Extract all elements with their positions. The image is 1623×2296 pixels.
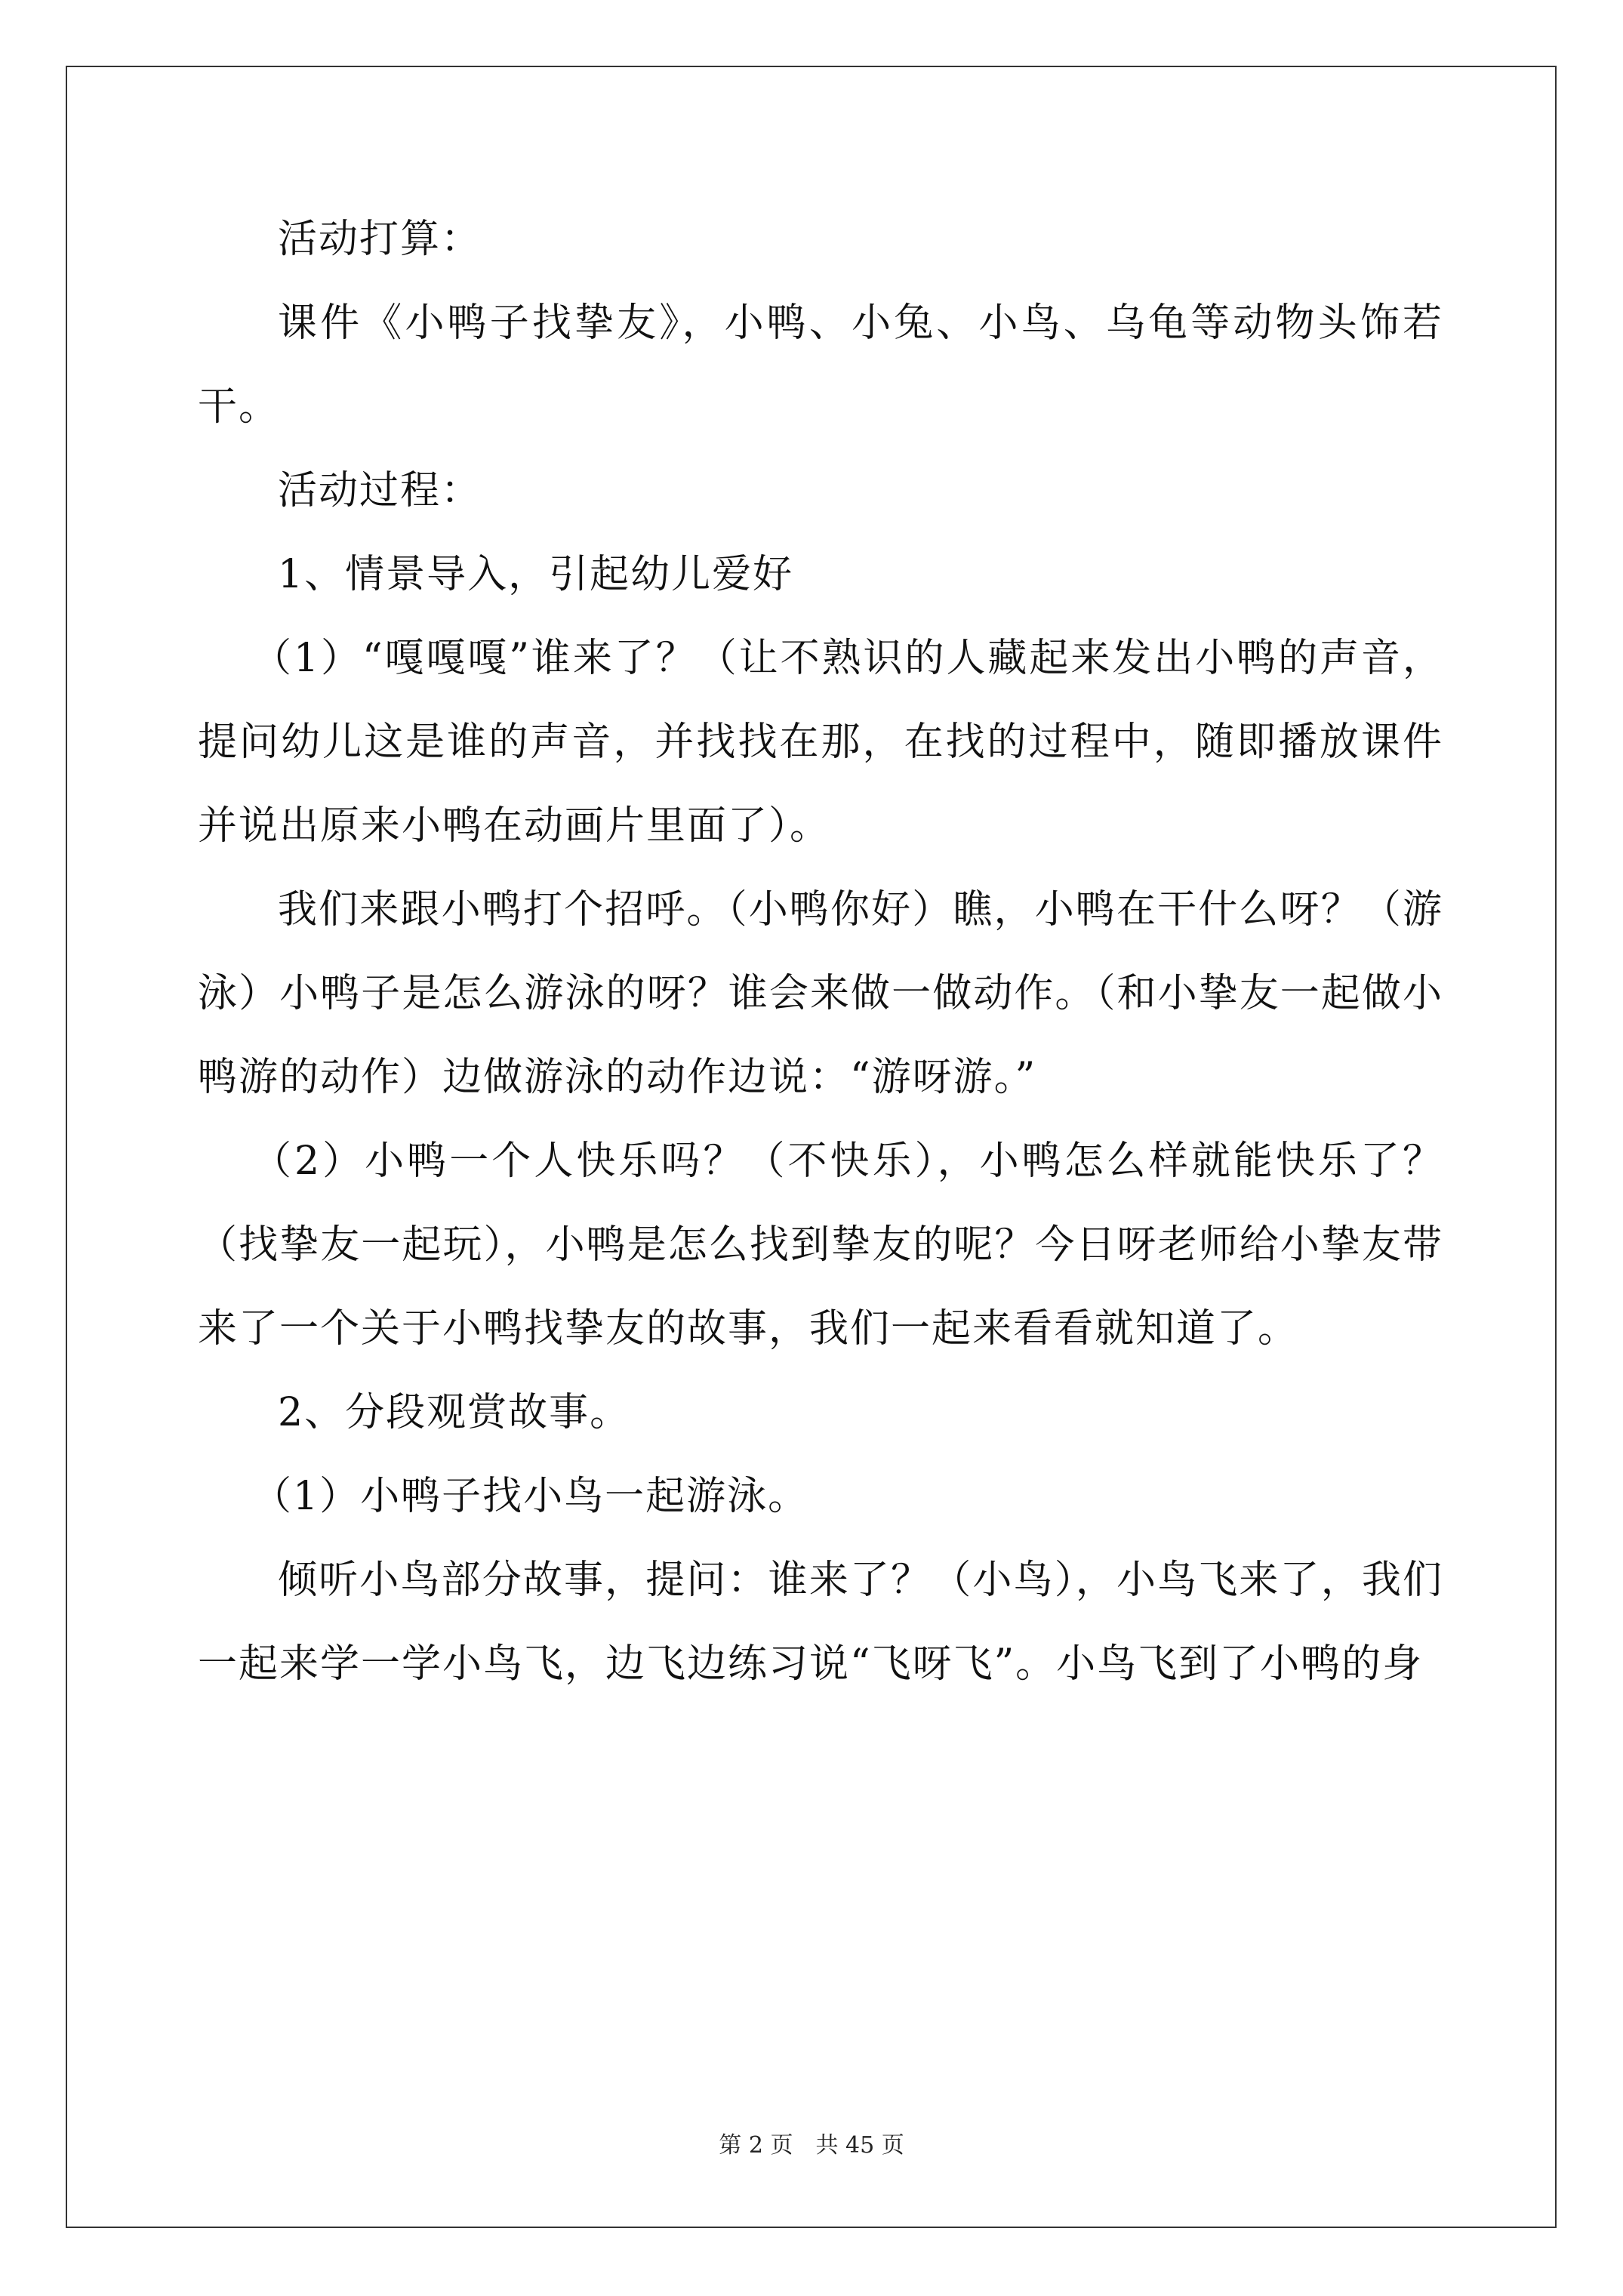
paragraph-materials: 课件《小鸭子找挚友》，小鸭、小兔、小鸟、乌龟等动物头饰若干。	[198, 300, 1443, 430]
paragraph-step-1-part-2: （2）小鸭一个人快乐吗？（不快乐），小鸭怎么样就能快乐了？（找挚友一起玩），小鸭是怎么找到挚友的呢？今日呀老师给小挚友带来了一个关于小鸭找挚友的故事，我们一起来看看就知道了。	[198, 1139, 1443, 1351]
step-1-heading: 1、情景导入，引起幼儿爱好	[278, 552, 794, 597]
paragraph-bird-story: 倾听小鸟部分故事，提问：谁来了？（小鸟），小鸟飞来了，我们一起来学一学小鸟飞，边飞边练习说“飞呀飞”。小鸟飞到了小鸭的身	[198, 1558, 1443, 1687]
step-2-heading: 2、分段观赏故事。	[278, 1390, 631, 1435]
heading-process: 活动过程：	[278, 468, 482, 513]
paragraph-step-2-part-1: （1）小鸭子找小鸟一起游泳。	[252, 1474, 809, 1519]
heading-preparation: 活动打算：	[278, 217, 482, 262]
document-body	[198, 198, 1443, 1706]
paragraph-greeting: 我们来跟小鸭打个招呼。（小鸭你好）瞧，小鸭在干什么呀？（游泳）小鸭子是怎么游泳的呀？谁会来做一做动作。（和小挚友一起做小鸭游的动作）边做游泳的动作边说：“游呀游。”	[198, 887, 1443, 1100]
paragraph-step-1-part-1: （1）“嘎嘎嘎”谁来了？（让不熟识的人藏起来发出小鸭的声音，提问幼儿这是谁的声音，并找找在那，在找的过程中，随即播放课件并说出原来小鸭在动画片里面了）。	[198, 636, 1443, 849]
page-number-footer: 第 2 页 共 45 页	[719, 2132, 904, 2159]
